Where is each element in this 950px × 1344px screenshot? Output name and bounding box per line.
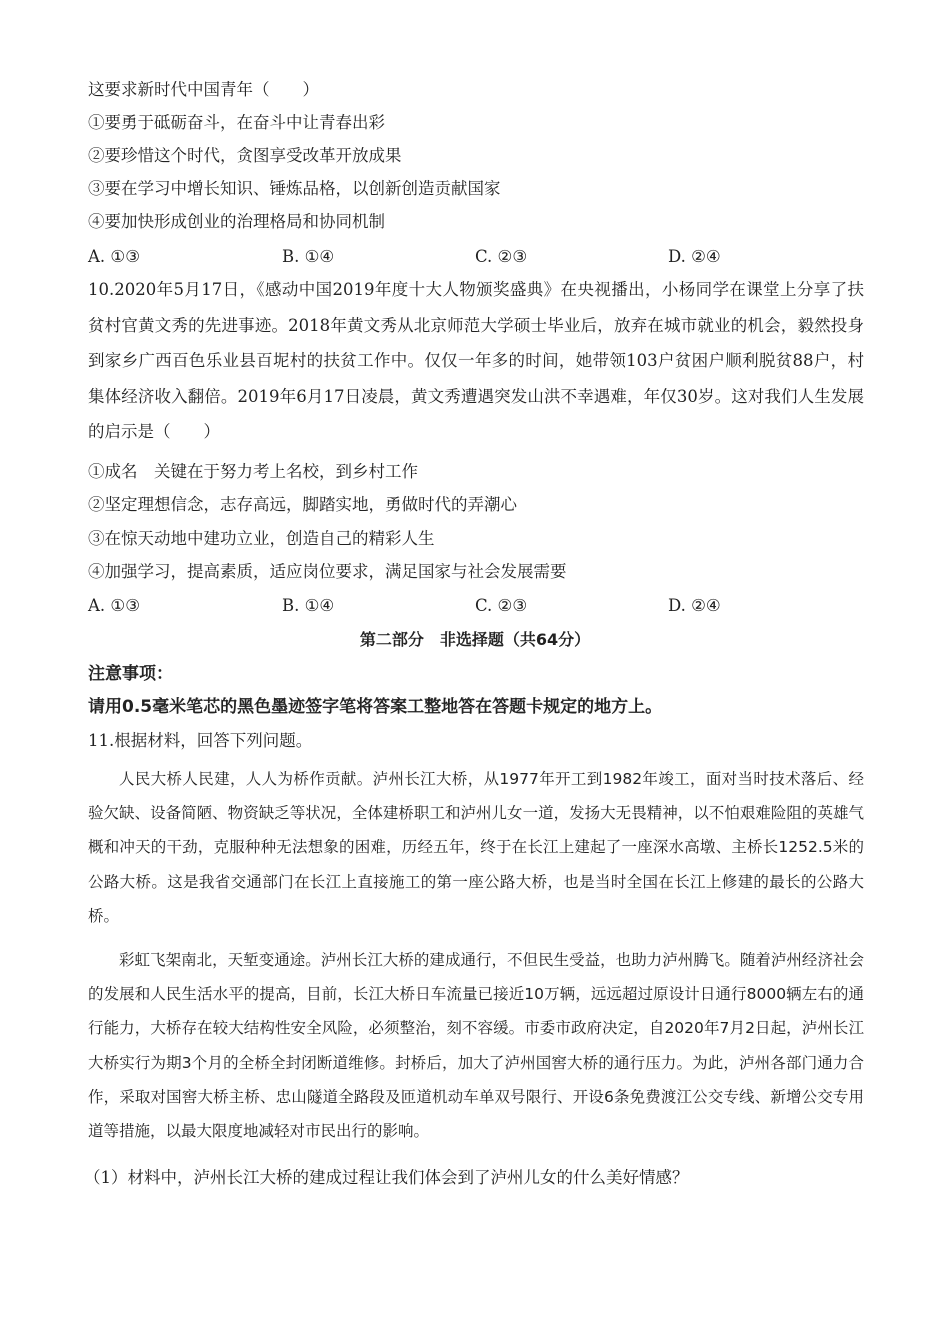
- q11-sub-question-1: （1）材料中，泸州长江大桥的建成过程让我们体会到了泸州儿女的什么美好情感？: [84, 1168, 689, 1187]
- q10-item-3: ③在惊天动地中建功立业，创造自己的精彩人生: [88, 529, 435, 548]
- q10-option-b: B. ①④: [282, 596, 335, 615]
- notice-title: 注意事项：: [88, 664, 173, 684]
- q9-option-a: A. ①③: [88, 247, 140, 266]
- notice-text: 请用0.5毫米笔芯的黑色墨迹签字笔将答案工整地答在答题卡规定的地方上。: [88, 697, 663, 717]
- q10-item-1: ①成名 关键在于努力考上名校，到乡村工作: [88, 462, 418, 481]
- q9-option-b: B. ①④: [282, 247, 335, 266]
- q10-stem: 10.2020年5月17日，《感动中国2019年度十大人物颁奖盛典》在央视播出，小杨同学在课堂上分享了扶贫村官黄文秀的先进事迹。2018年黄文秀从北京师范大学硕士毕业后，放弃在城市就业的机会，毅然投身到家乡广西百色乐业县百坭村的扶贫工作中。仅仅一年多的时间，她带领103户贫困户顺利脱贫88户，村集体经济收入翻倍。2019年6月17日凌晨，黄文秀遭遇突发山洪不幸遇难，年仅30岁。这对我们人生发展的启示是（ ）: [88, 280, 864, 441]
- q11-stem: 11.根据材料，回答下列问题。: [88, 731, 313, 750]
- q10-item-4: ④加强学习，提高素质，适应岗位要求，满足国家与社会发展需要: [88, 562, 567, 581]
- q10-option-d: D. ②④: [668, 596, 721, 615]
- q10-option-a: A. ①③: [88, 596, 140, 615]
- q10-item-2: ②坚定理想信念，志存高远，脚踏实地，勇做时代的弄潮心: [88, 495, 517, 514]
- q9-item-3: ③要在学习中增长知识、锤炼品格，以创新创造贡献国家: [88, 179, 501, 198]
- q9-item-1: ①要勇于砥砺奋斗，在奋斗中让青春出彩: [88, 113, 385, 132]
- q9-option-d: D. ②④: [668, 247, 721, 266]
- q9-item-4: ④要加快形成创业的治理格局和协同机制: [88, 212, 385, 231]
- q9-option-c: C. ②③: [475, 247, 528, 266]
- q11-material-2: 彩虹飞架南北，天堑变通途。泸州长江大桥的建成通行，不但民生受益，也助力泸州腾飞。随着泸州经济社会的发展和人民生活水平的提高，目前，长江大桥日车流量已接近10万辆，远远超过原设计日通行8000辆左右的通行能力，大桥存在较大结构性安全风险，必须整治，刻不容缓。市委市政府决定，自2020年7月2日起，泸州长江大桥实行为期3个月的全桥全封闭断道维修。封桥后，加大了泸州国窖大桥的通行压力。为此，泸州各部门通力合作，采取对国窖大桥主桥、忠山隧道全路段及匝道机动车单双号限行、开设6条免费渡江公交专线、新增公交专用道等措施，以最大限度地减轻对市民出行的影响。: [88, 951, 864, 1141]
- q9-stem-end: 这要求新时代中国青年（ ）: [88, 80, 319, 99]
- q11-material-1: 人民大桥人民建，人人为桥作贡献。泸州长江大桥，从1977年开工到1982年竣工，面对当时技术落后、经验欠缺、设备简陋、物资缺乏等状况，全体建桥职工和泸州儿女一道，发扬大无畏精神，以不怕艰难险阻的英雄气概和冲天的干劲，克服种种无法想象的困难，历经五年，终于在长江上建起了一座深水高墩、主桥长1252.5米的公路大桥。这是我省交通部门在长江上直接施工的第一座公路大桥，也是当时全国在长江上修建的最长的公路大桥。: [88, 770, 864, 925]
- section-title: 第二部分 非选择题（共64分）: [359, 630, 591, 649]
- q10-option-c: C. ②③: [475, 596, 528, 615]
- q9-item-2: ②要珍惜这个时代，贪图享受改革开放成果: [88, 146, 402, 165]
